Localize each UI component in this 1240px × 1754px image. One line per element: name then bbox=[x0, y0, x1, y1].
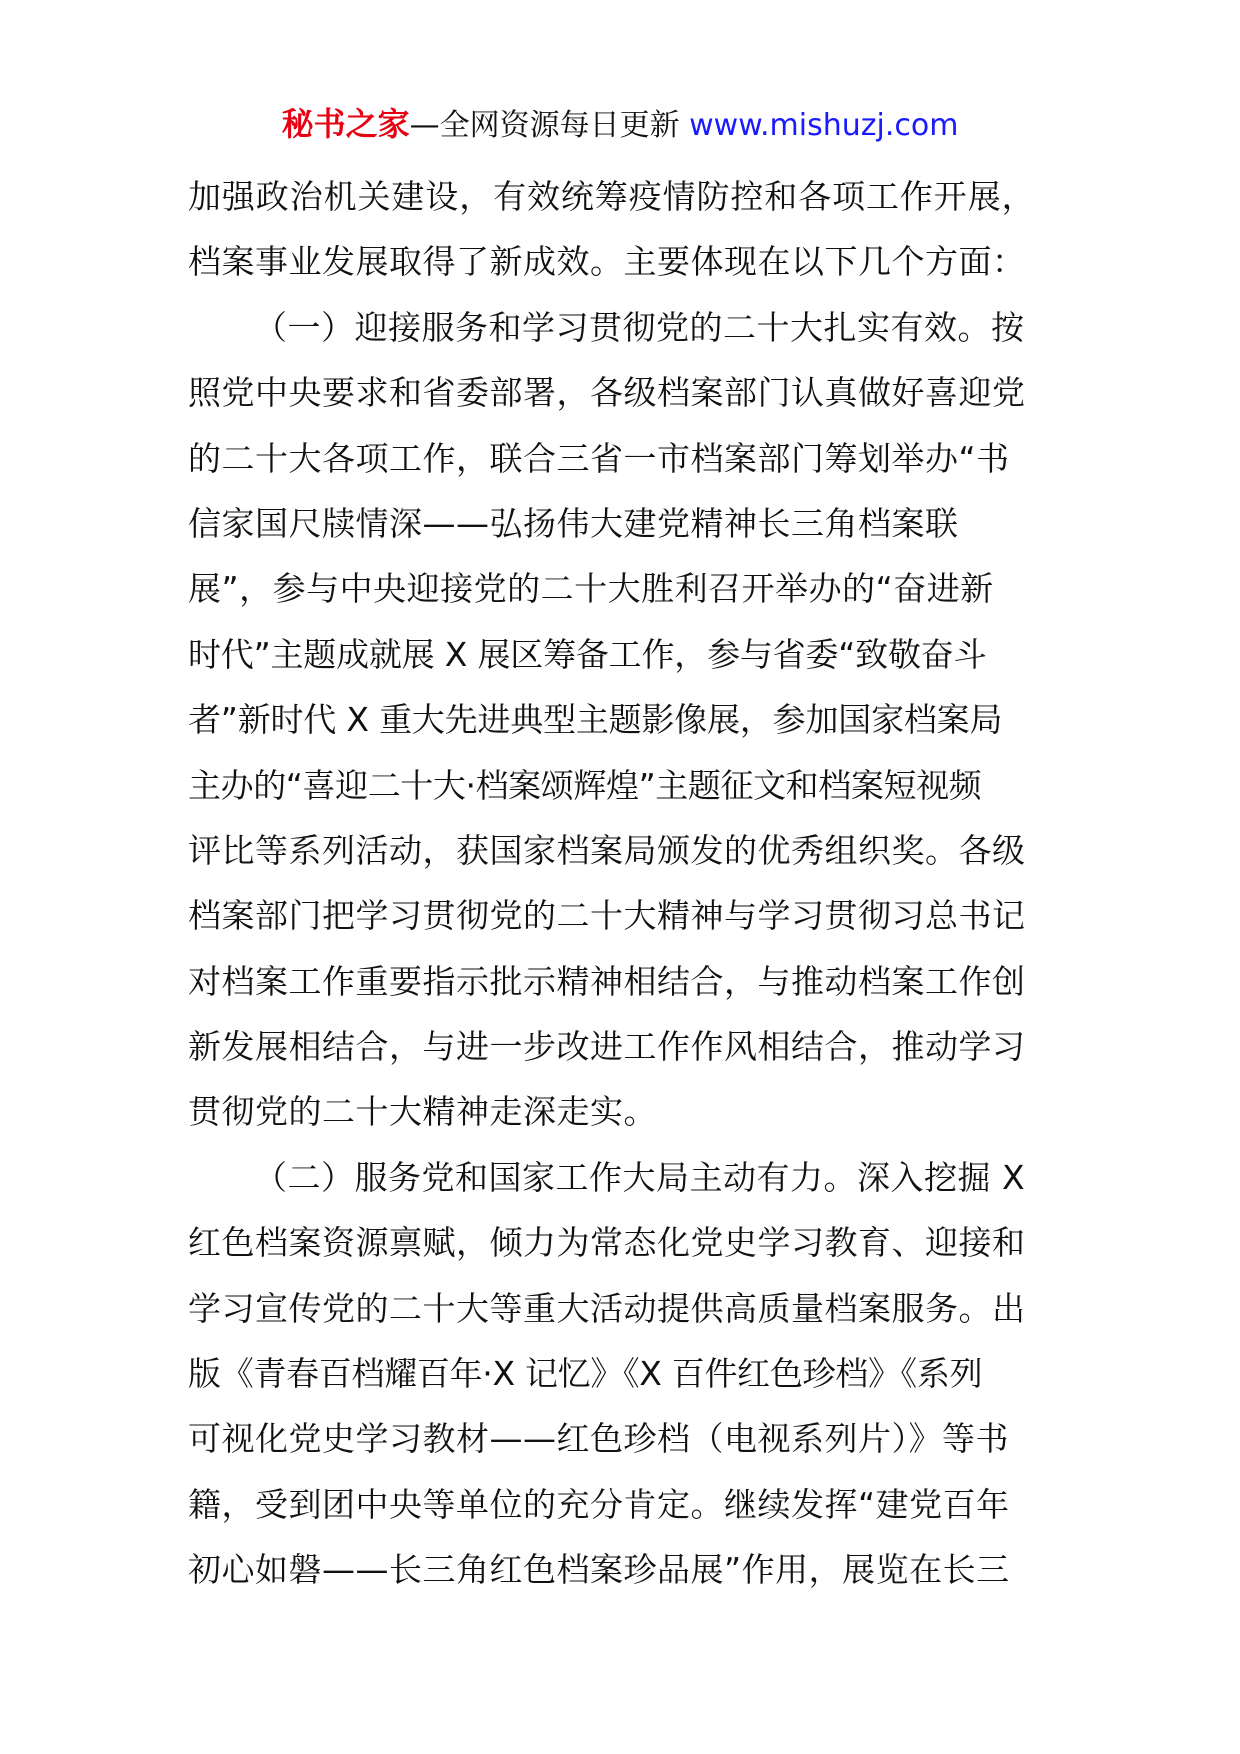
text-line: （一）迎接服务和学习贯彻党的二十大扎实有效。按 bbox=[254, 307, 1025, 347]
text-line: 者”新时代 X 重大先进典型主题影像展，参加国家档案局 bbox=[188, 700, 1003, 740]
text-line: 红色档案资源禀赋，倾力为常态化党史学习教育、迎接和 bbox=[188, 1223, 1026, 1263]
header-slogan: —全网资源每日更新 bbox=[409, 108, 690, 143]
text-line: 版《青春百档耀百年·X 记忆》《X 百件红色珍档》《系列 bbox=[188, 1354, 983, 1394]
text-line: 信家国尺牍情深——弘扬伟大建党精神长三角档案联 bbox=[188, 503, 959, 543]
text-line: 展”，参与中央迎接党的二十大胜利召开举办的“奋进新 bbox=[188, 569, 994, 609]
text-line: 时代”主题成就展 X 展区筹备工作，参与省委“致敬奋斗 bbox=[188, 634, 987, 674]
text-line: 籍，受到团中央等单位的充分肯定。继续发挥“建党百年 bbox=[188, 1484, 1010, 1524]
site-link[interactable]: www.mishuzj.com bbox=[689, 108, 959, 143]
brand-name: 秘书之家 bbox=[281, 105, 410, 143]
text-line: 初心如磐——长三角红色档案珍品展”作用，展览在长三 bbox=[188, 1550, 1010, 1590]
text-line: 档案部门把学习贯彻党的二十大精神与学习贯彻习总书记 bbox=[188, 896, 1026, 936]
text-line: 新发展相结合，与进一步改进工作作风相结合，推动学习 bbox=[188, 1027, 1026, 1067]
text-line: 主办的“喜迎二十大·档案颂辉煌”主题征文和档案短视频 bbox=[188, 765, 982, 805]
text-line: 照党中央要求和省委部署，各级档案部门认真做好喜迎党 bbox=[188, 373, 1026, 413]
document-body bbox=[188, 164, 1060, 1603]
text-line: 档案事业发展取得了新成效。主要体现在以下几个方面： bbox=[188, 242, 1026, 282]
text-line: 加强政治机关建设，有效统筹疫情防控和各项工作开展， bbox=[188, 177, 1036, 216]
text-line: （二）服务党和国家工作大局主动有力。深入挖掘 X bbox=[254, 1157, 1026, 1197]
page-header bbox=[0, 100, 1240, 150]
text-line: 可视化党史学习教材——红色珍档（电视系列片）》等书 bbox=[188, 1419, 1009, 1459]
text-line: 对档案工作重要指示批示精神相结合，与推动档案工作创 bbox=[188, 961, 1026, 1001]
text-line: 的二十大各项工作，联合三省一市档案部门筹划举办“书 bbox=[188, 438, 1010, 478]
text-line: 评比等系列活动，获国家档案局颁发的优秀组织奖。各级 bbox=[188, 830, 1026, 870]
text-line: 学习宣传党的二十大等重大活动提供高质量档案服务。出 bbox=[188, 1288, 1026, 1328]
text-line: 贯彻党的二十大精神走深走实。 bbox=[188, 1092, 657, 1132]
